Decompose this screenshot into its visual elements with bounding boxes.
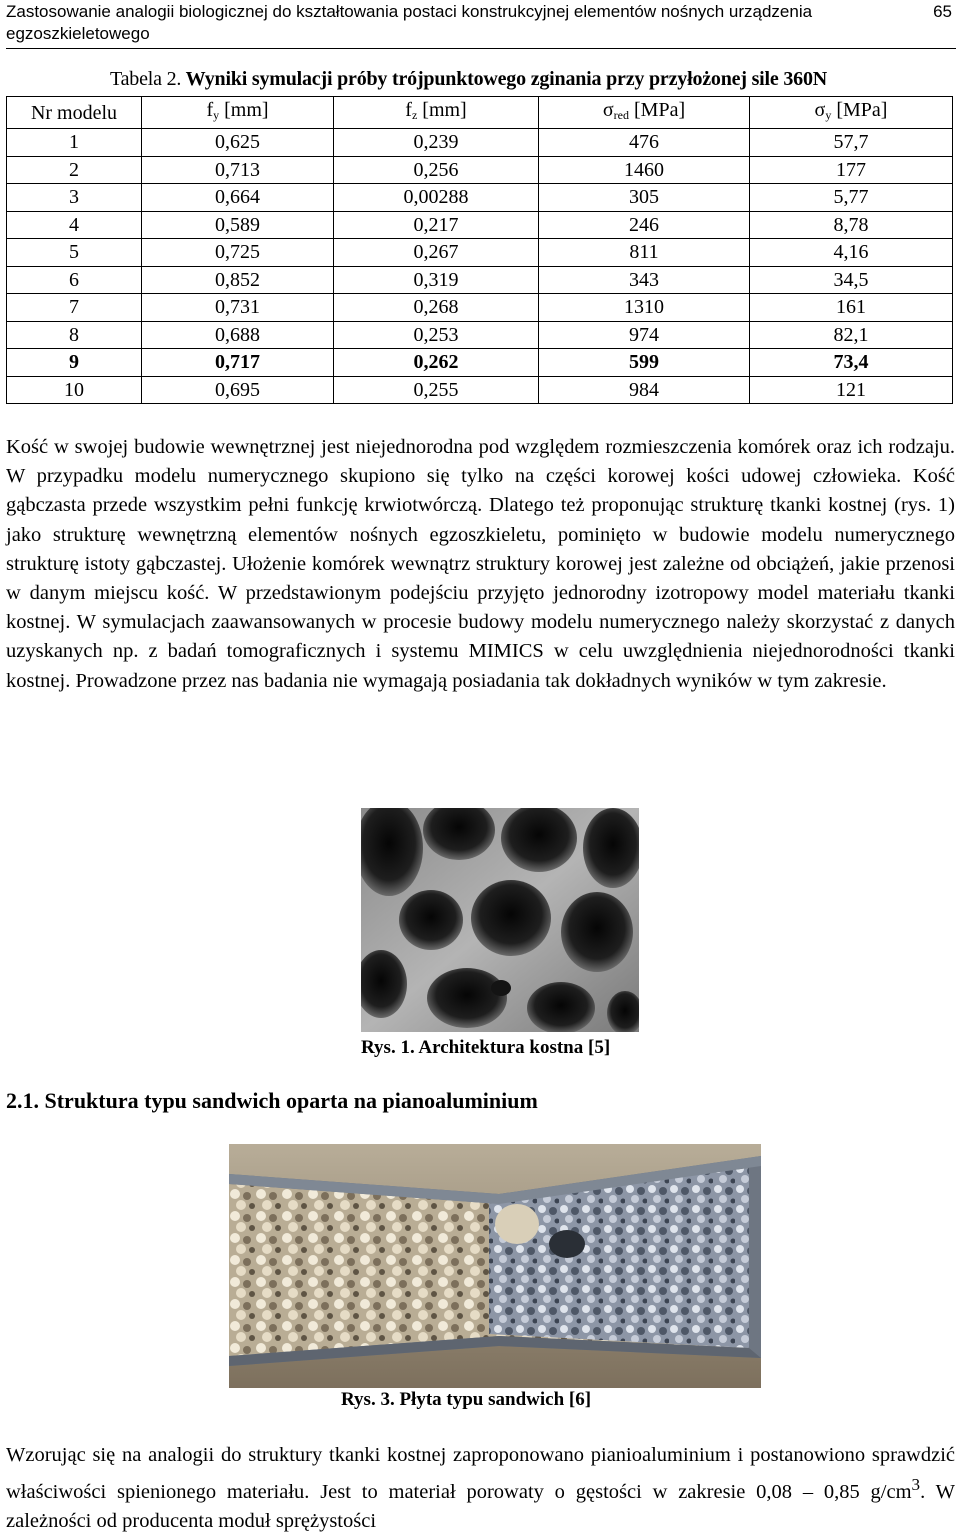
- table-cell: 8: [7, 321, 142, 349]
- table-cell: 0,731: [142, 294, 334, 322]
- table-header-row: [7, 97, 953, 129]
- table-cell: 0,625: [142, 129, 334, 157]
- table-cell: 1: [7, 129, 142, 157]
- table-label: Tabela 2.: [110, 68, 182, 90]
- table-cell: 5: [7, 239, 142, 267]
- table-cell: 9: [7, 349, 142, 377]
- table-row: [7, 211, 953, 239]
- column-header-subscript: z: [411, 108, 418, 122]
- table-row: [7, 349, 953, 377]
- table-row: [7, 266, 953, 294]
- running-title: Zastosowanie analogii biologicznej do kształtowania postaci konstrukcyjnej elementów nośnych urządzenia egzoszkieletowego: [6, 2, 813, 43]
- column-header: [142, 97, 334, 129]
- paragraph-bone-structure: Kość w swojej budowie wewnętrznej jest niejednorodna pod względem rozmieszczenia komórek oraz ich rodzaju. W przypadku modelu numerycznego skupiono się tylko na części korowej kości udowej człowieka. Kość gąbczasta przede wszystkim pełni funkcję krwiotwórczą. Dlatego też proponując strukturę tkanki kostnej (rys. 1) jako strukturę wewnętrzną elementów nośnych egzoszkieletu, pominięto w budowie modelu numerycznego strukturę istoty gąbczastej. Ułożenie komórek wewnątrz struktury korowej jest zależne od obciążeń, jakie przenosi w danym miejscu kość. W przedstawionym podejściu przyjęto jednorodny izotropowy model materiału tkanki kostnej. W symulacjach zaawansowanych w procesie budowy modelu numerycznego należy skorzystać z danych uzyskanych np. z badań tomograficznych i systemu MIMICS w celu uwzględnienia niejednorodności tkanki kostnej. Prowadzone przez nas badania nie wymagają posiadania tak dokładnych wyników w tym zakresie.: [6, 436, 955, 692]
- column-header-symbol: f: [206, 99, 214, 121]
- table-cell: 0,268: [334, 294, 539, 322]
- column-header-unit: [MPa]: [831, 99, 888, 121]
- table-cell: 0,695: [142, 376, 334, 404]
- paragraph2-superscript: 3: [911, 1475, 921, 1495]
- paragraph2-text: Wzorując się na analogii do struktury tkanki kostnej zaproponowano pianioaluminium i postanowiono sprawdzić właściwości spienionego materiału. Jest to materiał porowaty o gęstości w zakresie 0,08 – 0,85 g/cm: [6, 1444, 955, 1504]
- table-cell: 1310: [539, 294, 750, 322]
- figure1-caption: Rys. 1. Architektura kostna [5]: [361, 1037, 611, 1058]
- table-cell: 57,7: [750, 129, 953, 157]
- column-header: [750, 97, 953, 129]
- column-header-symbol: σ: [602, 99, 614, 121]
- table-cell: 0,00288: [334, 184, 539, 212]
- table-cell: 0,725: [142, 239, 334, 267]
- column-header-symbol: Nr modelu: [30, 101, 118, 124]
- column-header-subscript: y: [213, 108, 220, 122]
- figure2-caption: Rys. 3. Płyta typu sandwich [6]: [341, 1389, 592, 1410]
- table-cell: 4,16: [750, 239, 953, 267]
- column-header-subscript: red: [613, 108, 629, 122]
- paragraph2-text-end: . W zależności od producenta moduł sprężystości: [6, 1481, 955, 1533]
- results-table: [6, 96, 953, 404]
- table-cell: 0,688: [142, 321, 334, 349]
- column-header: [334, 97, 539, 129]
- table-cell: 0,262: [334, 349, 539, 377]
- table-cell: 82,1: [750, 321, 953, 349]
- table-cell: 3: [7, 184, 142, 212]
- table-cell: 811: [539, 239, 750, 267]
- column-header: [7, 97, 142, 129]
- table-cell: 0,217: [334, 211, 539, 239]
- table-cell: 0,589: [142, 211, 334, 239]
- table-cell: 0,253: [334, 321, 539, 349]
- paragraph-foam-aluminium: [6, 1441, 955, 1536]
- table-cell: 0,664: [142, 184, 334, 212]
- table-cell: 476: [539, 129, 750, 157]
- table-cell: 0,255: [334, 376, 539, 404]
- table-row: [7, 294, 953, 322]
- table-cell: 34,5: [750, 266, 953, 294]
- sandwich-panel-image: [229, 1144, 761, 1388]
- bone-architecture-image: [361, 808, 639, 1032]
- table-cell: 121: [750, 376, 953, 404]
- column-header-symbol: f: [405, 99, 412, 121]
- column-header-unit: [mm]: [219, 99, 269, 121]
- table-row: [7, 239, 953, 267]
- column-header: [539, 97, 750, 129]
- table-cell: 1460: [539, 156, 750, 184]
- column-header-unit: [MPa]: [629, 99, 686, 121]
- table-row: [7, 376, 953, 404]
- column-header-unit: [mm]: [417, 99, 467, 121]
- table-caption: [110, 68, 827, 91]
- table-cell: 599: [539, 349, 750, 377]
- figure-bone-architecture: [361, 808, 639, 1032]
- table-row: [7, 321, 953, 349]
- table-cell: 246: [539, 211, 750, 239]
- page-header: [6, 0, 956, 49]
- table-cell: 2: [7, 156, 142, 184]
- table-cell: 343: [539, 266, 750, 294]
- table-cell: 4: [7, 211, 142, 239]
- table-cell: 974: [539, 321, 750, 349]
- table-cell: 0,267: [334, 239, 539, 267]
- table-title: Wyniki symulacji próby trójpunktowego zginania przy przyłożonej sile 360N: [185, 68, 827, 90]
- figure-sandwich-panel: [229, 1144, 761, 1388]
- table-cell: 8,78: [750, 211, 953, 239]
- table-cell: 161: [750, 294, 953, 322]
- table-cell: 0,717: [142, 349, 334, 377]
- table-cell: 10: [7, 376, 142, 404]
- table-cell: 177: [750, 156, 953, 184]
- page-number: 65: [933, 2, 952, 21]
- table-cell: 0,239: [334, 129, 539, 157]
- table-row: [7, 129, 953, 157]
- table-cell: 984: [539, 376, 750, 404]
- table-cell: 7: [7, 294, 142, 322]
- column-header-subscript: y: [825, 108, 832, 122]
- table-cell: 0,713: [142, 156, 334, 184]
- table-cell: 0,319: [334, 266, 539, 294]
- table-cell: 5,77: [750, 184, 953, 212]
- column-header-symbol: σ: [814, 99, 826, 121]
- section-heading: 2.1. Struktura typu sandwich oparta na pianoaluminium: [6, 1088, 538, 1113]
- table-row: [7, 184, 953, 212]
- table-cell: 0,256: [334, 156, 539, 184]
- table-cell: 305: [539, 184, 750, 212]
- table-cell: 73,4: [750, 349, 953, 377]
- table-cell: 0,852: [142, 266, 334, 294]
- table-cell: 6: [7, 266, 142, 294]
- table-body: [7, 129, 953, 404]
- table-row: [7, 156, 953, 184]
